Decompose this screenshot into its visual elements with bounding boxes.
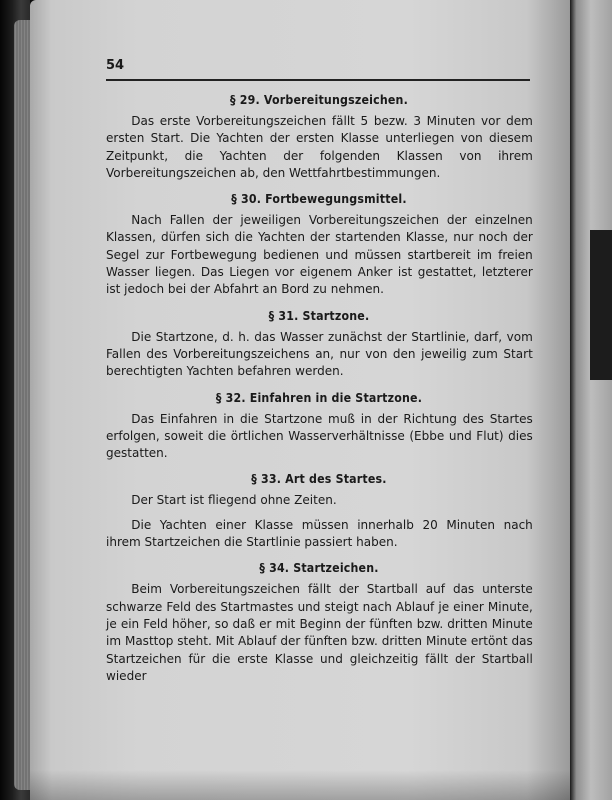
section-paragraph: Das Einfahren in die Startzone muß in der Richtung des Startes erfolgen, soweit die örtlichen Wasserverhältnisse (Ebbe und Flut) dies gestatten. xyxy=(106,410,533,461)
section-heading: § 32. Einfahren in die Startzone. xyxy=(215,390,423,405)
section-heading: § 31. Startzone. xyxy=(268,308,370,323)
page-content xyxy=(106,58,532,695)
section-paragraph: Beim Vorbereitungszeichen fällt der Startball auf das unterste schwarze Feld des Startmastes und steigt nach Ablauf je einer Minute, je ein Feld höher, so daß er mit Beginn der fünften bzw. dritten Minute im Masttop steht. Mit Ablauf der fünften bzw. dritten Minute ertönt das Startzeichen für die erste Klasse und gleichzeitig fällt der Startball wieder xyxy=(106,581,533,683)
section-heading: § 29. Vorbereitungszeichen. xyxy=(230,93,408,107)
section-paragraph: Das erste Vorbereitungszeichen fällt 5 bezw. 3 Minuten vor dem ersten Start. Die Yachten der ersten Klasse unterliegen von diesem Zeitpunkt, die Yachten der folgenden Klassen von ihrem Vorbereitungszeichen ab, den Wettfahrtbestimmungen. xyxy=(106,113,533,180)
section-paragraph: Nach Fallen der jeweiligen Vorbereitungszeichen der einzelnen Klassen, dürfen sich die Yachten der startenden Klasse, nur noch der Segel zur Fortbewegung bedienen und müssen startbereit im freien Wasser liegen. Das Liegen vor eigenem Anker ist gestattet, letzterer ist jedoch bei der Abfahrt an Bord zu nehmen. xyxy=(106,212,533,297)
section-paragraph: Die Startzone, d. h. das Wasser zunächst der Startlinie, darf, vom Fallen des Vorbereitungszeichens an, nur von den jeweilig zum Start berechtigten Yachten befahren werden. xyxy=(106,328,533,379)
section-heading: § 34. Startzeichen. xyxy=(259,561,379,576)
facing-page-edge xyxy=(570,0,612,800)
facing-page-dark-patch xyxy=(590,230,612,380)
section-paragraph: Der Start ist fliegend ohne Zeiten. xyxy=(131,492,337,508)
page-bottom-shadow xyxy=(30,770,570,800)
header-rule xyxy=(106,79,530,81)
section-heading: § 33. Art des Startes. xyxy=(251,472,387,487)
page-number: 54 xyxy=(106,58,125,73)
section-heading: § 30. Fortbewegungsmittel. xyxy=(231,192,407,207)
section-paragraph: Die Yachten einer Klasse müssen innerhalb 20 Minuten nach ihrem Startzeichen die Startlinie passiert haben. xyxy=(106,516,533,550)
